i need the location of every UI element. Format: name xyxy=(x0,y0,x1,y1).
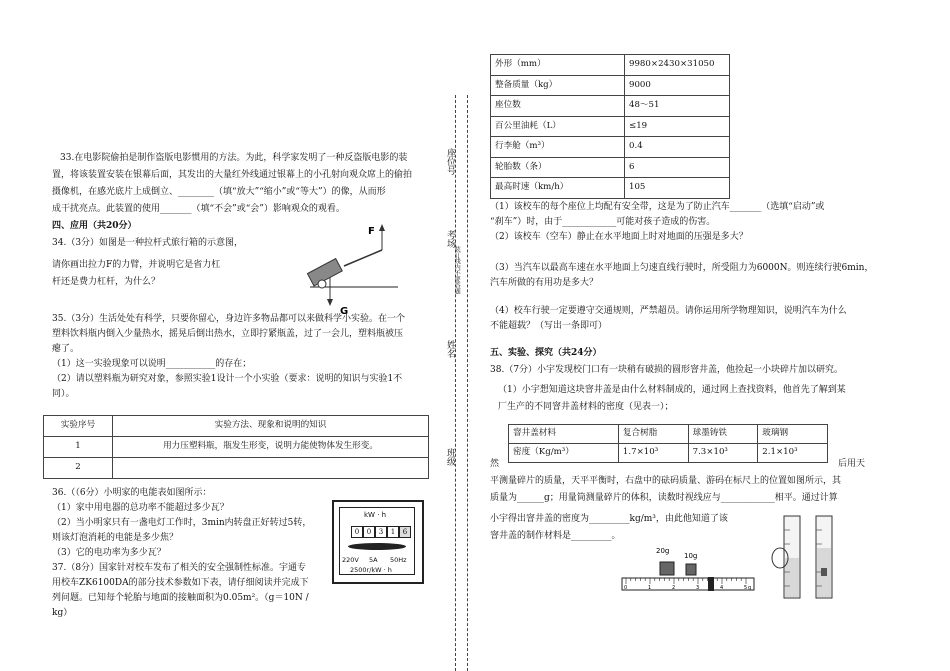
q35-line-5: （2）请以塑料瓶为研究对象，参照实验1设计一个小实验（要求：说明的知识与实验1不 xyxy=(52,374,403,384)
table-cell: 用力压塑料瓶，瓶发生形变，说明力能使物体发生形变。 xyxy=(113,437,429,458)
meter-digit: 6 xyxy=(399,526,411,538)
table-header: 球墨铸铁 xyxy=(688,425,758,444)
q36-line-5: （3）它的电功率为多少瓦？ xyxy=(52,548,166,558)
q37-part-4-line-1: （4）校车行驶一定要遵守交通规则，严禁超员。请你运用所学物理知识，说明汽车为什么 xyxy=(490,306,847,316)
q37-line-2: 用校车ZK6100DA的部分技术参数如下表，请仔细阅读并完成下 xyxy=(52,578,309,588)
table-cell: 6 xyxy=(625,157,730,178)
q34-line-1: 34.（3分）如图是一种拉杆式旅行箱的示意图， xyxy=(52,238,244,248)
binding-seat-number: 座位号 xyxy=(444,148,455,175)
gravity-g-label: G xyxy=(340,306,349,317)
q37-part-1-line-2: “刹车”）时，由于____________可能对孩子造成的伤害。 xyxy=(490,217,716,227)
table-cell: ≤19 xyxy=(625,116,730,137)
q34-line-3: 杆还是费力杠杆，为什么？ xyxy=(52,277,161,287)
table-cell: 0.4 xyxy=(625,137,730,158)
scale-tick-label: 2 xyxy=(672,585,676,591)
q37-part-2: （2）该校车（空车）静止在水平地面上时对地面的压强是多大？ xyxy=(490,232,748,242)
table-cell: 7.3×10³ xyxy=(688,444,758,463)
meter-digit: 1 xyxy=(387,526,399,538)
binding-class: 班级 xyxy=(444,448,455,466)
q33-line-2: 置，将该装置安装在银幕后面，其发出的大量红外线通过银幕上的小孔射向观众席上的偷拍 xyxy=(52,170,413,180)
section-5-heading: 五、实验、探究（共24分） xyxy=(490,348,602,358)
meter-frequency: 50Hz xyxy=(390,556,407,564)
meter-unit-label: kW · h xyxy=(364,511,387,519)
table-row xyxy=(44,437,429,458)
q37-line-4: kg） xyxy=(52,608,73,618)
scale-tick-label: 0 xyxy=(624,585,628,591)
q35-line-6: 同）。 xyxy=(52,389,75,399)
bus-spec-table xyxy=(490,54,730,199)
table-cell: 最高时速（km/h） xyxy=(491,178,625,199)
weight-10g-icon xyxy=(686,564,696,575)
table-cell: 行李舱（m³） xyxy=(491,137,625,158)
table-header-row xyxy=(509,425,828,444)
scale-tick-label: 4 xyxy=(720,585,724,591)
table-header: 实验序号 xyxy=(44,416,113,437)
meter-digit: 0 xyxy=(351,526,363,538)
q38-line-3: 厂生产的不同窨井盖材料的密度（见表一）； xyxy=(498,402,674,412)
experiment-table xyxy=(43,415,429,479)
weight-20g-label: 20g xyxy=(656,547,670,555)
q38-after-line-4: 窨井盖的制作材料是_________。 xyxy=(490,531,621,541)
q38-line-2: （1）小宇想知道这块窨井盖是由什么材料制成的，通过网上查找资料，他首先了解到某 xyxy=(498,385,846,395)
table-cell: 48～51 xyxy=(625,96,730,117)
scale-tick-label: 3 xyxy=(696,585,700,591)
table-cell: 2.1×10³ xyxy=(758,444,828,463)
table-cell xyxy=(113,458,429,479)
meter-rotating-disc xyxy=(348,543,406,550)
q38-after-line-3: 小宇得出窨井盖的密度为_________kg/m³，由此他知道了该 xyxy=(490,514,728,524)
table-row xyxy=(491,178,730,199)
rider-icon xyxy=(708,577,714,591)
table-header: 窨井盖材料 xyxy=(509,425,619,444)
table-row xyxy=(491,96,730,117)
q35-line-4: （1）这一实验现象可以说明___________的存在； xyxy=(52,359,252,369)
q37-part-4-line-2: 不能超载？（写出一条即可） xyxy=(490,321,608,331)
table-cell: 9000 xyxy=(625,75,730,96)
cylinder-1-water xyxy=(785,558,799,597)
measuring-cylinder-figure xyxy=(770,510,850,602)
meter-rate: 2500r/kW · h xyxy=(350,566,392,574)
table-header-row xyxy=(44,416,429,437)
electricity-meter xyxy=(332,500,424,584)
table-row xyxy=(509,444,828,463)
q38-after-line-2: 质量为______g；用量筒测量碎片的体积，读数时视线应与____________相平。通过计算 xyxy=(490,493,838,503)
table-cell: 座位数 xyxy=(491,96,625,117)
weight-10g-label: 10g xyxy=(684,552,698,560)
suitcase-handle xyxy=(344,250,382,266)
meter-digit: 3 xyxy=(375,526,387,538)
q33-line-1: 33.在电影院偷拍是制作盗版电影惯用的方法。为此，科学家发明了一种反盗版电影的装 xyxy=(60,153,408,163)
table-cell: 9980×2430×31050 xyxy=(625,55,730,76)
binding-line-left xyxy=(455,95,456,671)
table-cell: 整备质量（kg） xyxy=(491,75,625,96)
scale-tick-label: 1 xyxy=(648,585,652,591)
scale-unit-label: g xyxy=(748,585,752,591)
table-cell: 密度（Kg/m³） xyxy=(509,444,619,463)
q37-part-3-line-2: 汽车所做的有用功是多大？ xyxy=(490,278,599,288)
meter-digits xyxy=(351,526,411,538)
q38-word-ran: 然 xyxy=(490,459,500,469)
q38-line-1: 38.（7分）小宇发现校门口有一块稍有破损的圆形窨井盖，他捡起一小块碎片加以研究。 xyxy=(490,365,844,375)
suitcase-lever-figure xyxy=(300,222,410,317)
scale-tick-label: 5 xyxy=(744,585,748,591)
table-cell: 2 xyxy=(44,458,113,479)
meter-digit: 0 xyxy=(363,526,375,538)
q36-line-4: 则该灯泡消耗的电能是多少焦？ xyxy=(52,533,179,543)
q37-part-1-line-1: （1）该校车的每个座位上均配有安全带，这是为了防止汽车_______（选填“启动”或 xyxy=(490,202,825,212)
binding-line-right xyxy=(467,95,468,671)
table-row xyxy=(491,116,730,137)
table-header: 复合树脂 xyxy=(618,425,688,444)
q35-line-1: 35.（3分）生活处处有科学，只要你留心，身边许多物品都可以来做科学小实验。在一个 xyxy=(52,314,406,324)
q38-after-line-1: 平测量碎片的质量，天平平衡时，右盘中的砝码质量、游码在标尺上的位置如图所示，其 xyxy=(490,476,842,486)
scale-ruler xyxy=(622,578,754,590)
table-cell: 轮胎数（条） xyxy=(491,157,625,178)
q35-line-2: 塑料饮料瓶内倒入少量热水，摇晃后倒出热水，立即拧紧瓶盖，过了一会儿，塑料瓶被压 xyxy=(52,329,404,339)
table-row xyxy=(491,137,730,158)
q38-word-houyong: 后用天 xyxy=(838,459,866,469)
q37-part-3-line-1: （3）当汽车以最高车速在水平地面上匀速直线行驶时，所受阻力为6000N。则连续行驶6min， xyxy=(490,263,874,273)
density-table xyxy=(508,424,828,463)
table-row xyxy=(491,75,730,96)
binding-name: 姓名 xyxy=(444,340,455,358)
q35-line-3: 瘪了。 xyxy=(52,344,80,354)
weight-20g-icon xyxy=(660,562,674,575)
q36-line-2: （1）家中用电器的总功率不能超过多少瓦？ xyxy=(52,503,229,513)
binding-exam-room: 考场 xyxy=(444,230,455,248)
q36-line-1: 36.（（6分）小明家的电能表如图所示： xyxy=(52,488,212,498)
meter-current: 5A xyxy=(369,556,378,564)
table-row xyxy=(491,55,730,76)
balance-weights-figure xyxy=(618,544,758,602)
table-cell: 1 xyxy=(44,437,113,458)
force-f-label: F xyxy=(368,226,375,237)
table-header: 实验方法、现象和说明的知识 xyxy=(113,416,429,437)
table-cell: 1.7×10³ xyxy=(618,444,688,463)
table-cell: 百公里油耗（L） xyxy=(491,116,625,137)
table-cell: 外形（mm） xyxy=(491,55,625,76)
table-header: 玻璃钢 xyxy=(758,425,828,444)
q33-line-3: 摄像机，在感光底片上成倒立、________（填“放大”“缩小”或“等大”）的像，从而形 xyxy=(52,187,386,197)
table-cell: 105 xyxy=(625,178,730,199)
q34-line-2: 请你画出拉力F的力臂，并说明它是省力杠 xyxy=(52,260,221,270)
wheel-icon xyxy=(318,280,326,288)
binding-notice: 装订线内不要答题 xyxy=(453,246,461,294)
meter-voltage: 220V xyxy=(342,556,359,564)
q37-line-1: 37.（8分）国家针对校车发布了相关的安全强制性标准。宇通专 xyxy=(52,563,307,573)
q37-line-3: 列问题。已知每个轮胎与地面的接触面积为0.05m²。（g＝10N / xyxy=(52,593,309,603)
q33-line-4: 成干扰亮点。此装置的使用_______（填“不会”或“会”）影响观众的观看。 xyxy=(52,204,345,214)
q36-line-3: （2）当小明家只有一盏电灯工作时，3min内转盘正好转过5转， xyxy=(52,518,312,528)
table-row xyxy=(491,157,730,178)
section-4-heading: 四、应用（共20分） xyxy=(52,221,137,231)
table-row xyxy=(44,458,429,479)
